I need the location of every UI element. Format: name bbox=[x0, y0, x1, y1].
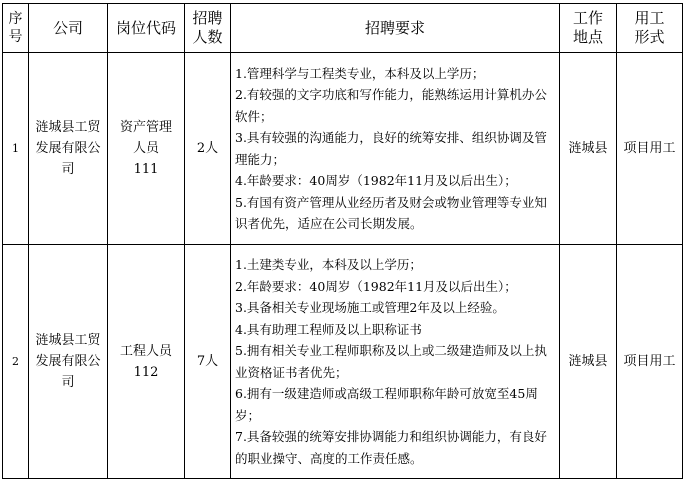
requirement-item: 7.具备较强的统筹安排协调能力和组织协调能力，有良好的职业操守、高度的工作责任感。 bbox=[235, 429, 547, 466]
recruitment-table bbox=[2, 3, 683, 479]
requirement-item: 5.有国有资产管理从业经历者及财会或物业管理等专业知识者优先，适应在公司长期发展。 bbox=[235, 194, 547, 231]
row-requirements bbox=[231, 245, 560, 479]
requirement-item: 4.具有助理工程师及以上职称证书 bbox=[235, 321, 422, 337]
requirement-item: 1.土建类专业，本科及以上学历； bbox=[235, 257, 422, 272]
requirement-item: 6.拥有一级建造师或高级工程师职称年龄可放宽至45周岁； bbox=[235, 386, 538, 423]
row-index: 2 bbox=[3, 245, 29, 479]
header-requirements: 招聘要求 bbox=[231, 4, 560, 53]
header-location: 工作地点 bbox=[560, 4, 617, 53]
position-code: 112 bbox=[133, 364, 159, 380]
row-index: 1 bbox=[3, 53, 29, 245]
requirement-item: 5.拥有相关专业工程师职称及以上或二级建造师及以上执业资格证书者优先； bbox=[235, 343, 547, 380]
requirement-item: 2.有较强的文字功底和写作能力，能熟练运用计算机办公软件； bbox=[235, 87, 547, 124]
header-headcount: 招聘人数 bbox=[185, 4, 231, 53]
position-name: 工程人员 bbox=[119, 343, 172, 359]
header-employment-type: 用工形式 bbox=[617, 4, 683, 53]
header-company: 公司 bbox=[29, 4, 108, 53]
requirement-item: 1.管理科学与工程类专业，本科及以上学历； bbox=[235, 65, 485, 81]
header-row bbox=[3, 4, 683, 53]
row-position-code bbox=[108, 245, 185, 479]
row-headcount: 7人 bbox=[185, 245, 231, 479]
header-position-code: 岗位代码 bbox=[108, 4, 185, 53]
row-employment-type: 项目用工 bbox=[617, 53, 683, 245]
row-headcount: 2人 bbox=[185, 53, 231, 245]
row-requirements bbox=[231, 53, 560, 245]
table-row bbox=[3, 245, 683, 479]
header-index: 序号 bbox=[3, 4, 29, 53]
table-row bbox=[3, 53, 683, 245]
requirement-item: 4.年龄要求：40周岁（1982年11月及以后出生）； bbox=[235, 173, 517, 188]
row-company: 涟城县工贸发展有限公司 bbox=[29, 245, 108, 479]
requirement-item: 2.年龄要求：40周岁（1982年11月及以后出生）； bbox=[235, 278, 517, 294]
row-employment-type: 项目用工 bbox=[617, 245, 683, 479]
requirement-item: 3.具有较强的沟通能力，良好的统筹安排、组织协调及管理能力； bbox=[235, 130, 547, 167]
position-name: 资产管理人员 bbox=[119, 120, 172, 156]
row-position-code bbox=[108, 53, 185, 245]
row-location: 涟城县 bbox=[560, 245, 617, 479]
row-company: 涟城县工贸发展有限公司 bbox=[29, 53, 108, 245]
position-code: 111 bbox=[133, 162, 159, 177]
row-location: 涟城县 bbox=[560, 53, 617, 245]
requirement-item: 3.具备相关专业现场施工或管理2年及以上经验。 bbox=[235, 300, 505, 315]
